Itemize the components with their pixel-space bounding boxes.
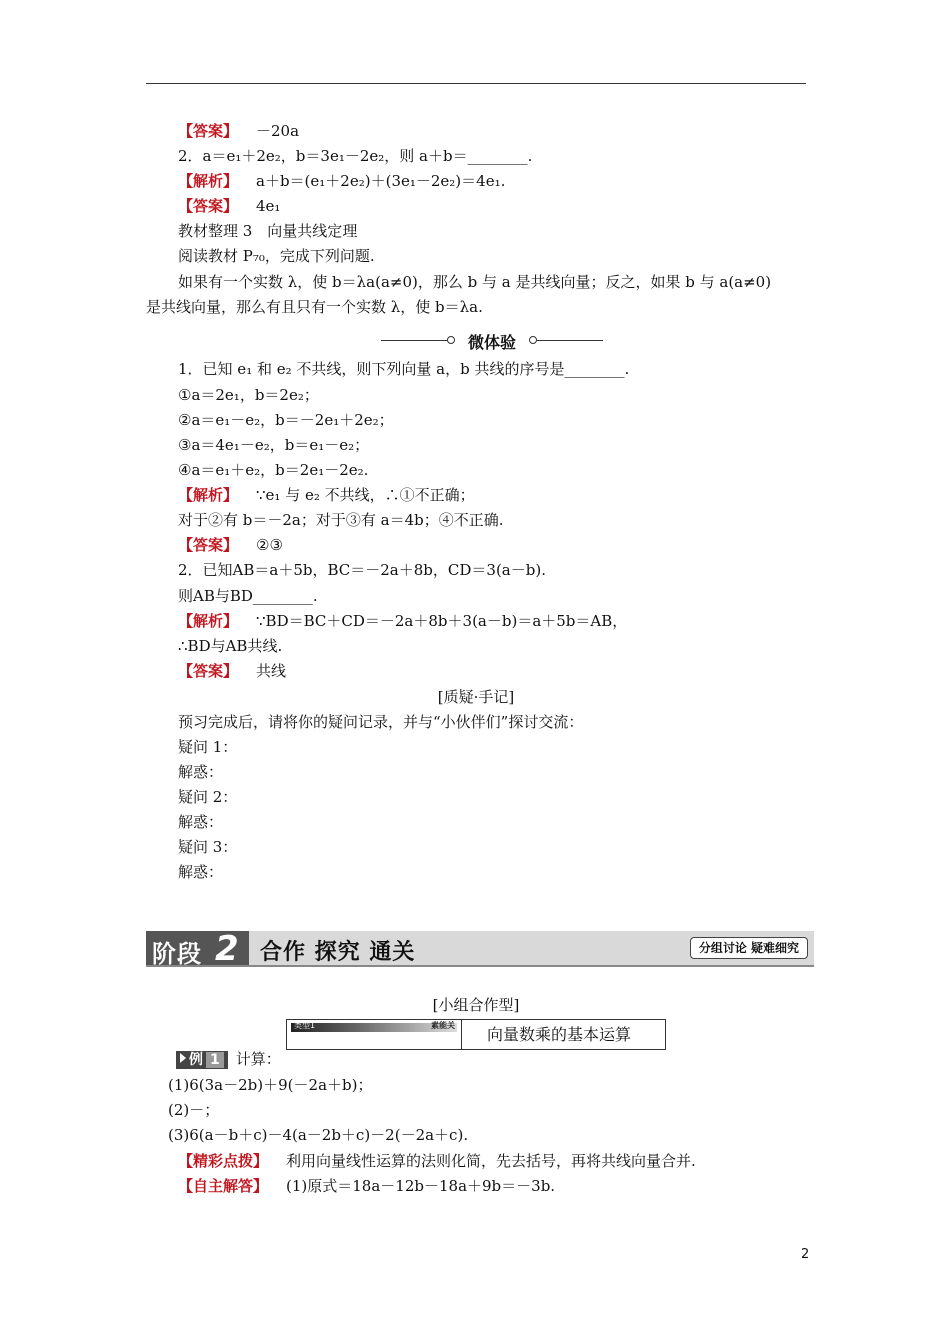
theorem-line: 是共线向量，那么有且只有一个实数 λ，使 b＝λa.	[146, 298, 483, 316]
notes-line: 疑问 3：	[178, 838, 238, 856]
example-tag: 例 1	[176, 1051, 228, 1069]
option-line: ①a＝2e₁，b＝2e₂；	[178, 386, 319, 404]
divider-dot-icon	[529, 336, 537, 344]
analysis-line: 【解析】 ∵e₁ 与 e₂ 不共线，∴①不正确；	[178, 486, 475, 504]
answer-line: 【答案】 4e₁	[178, 197, 281, 215]
example-line: (3)6(a－b＋c)－4(a－2b＋c)－2(－2a＋c).	[168, 1126, 469, 1144]
example-line: (1)6(3a－2b)＋9(－2a＋b)；	[168, 1076, 373, 1094]
hint-line: 【精彩点拨】 利用向量线性运算的法则化简，先去括号，再将共线向量合并.	[178, 1152, 696, 1170]
analysis-line: 【解析】 ∵BD＝BC＋CD＝－2a＋8b＋3(a－b)＝a＋5b＝AB，	[178, 612, 628, 630]
notes-line: 解惑：	[178, 763, 224, 781]
notes-line: 解惑：	[178, 863, 224, 881]
stage-badge: 分组讨论 疑难细究	[690, 937, 808, 959]
stage-title: 合作 探究 通关	[260, 940, 416, 965]
type-title: 向量数乘的基本运算	[487, 1025, 632, 1044]
section-title: 微体验	[467, 333, 516, 352]
text-line: 阅读教材 P₇₀，完成下列问题.	[178, 247, 375, 265]
text-line: ∴BD与AB共线.	[178, 637, 283, 655]
answer-line: 【答案】 ②③	[178, 536, 283, 554]
text-line: 则AB与BD________.	[178, 587, 318, 605]
option-line: ②a＝e₁－e₂，b＝－2e₁＋2e₂；	[178, 411, 394, 429]
type-label-strip: 类型1 素能关	[291, 1023, 457, 1032]
type-box	[286, 1019, 666, 1050]
analysis-line: 【解析】 a＋b＝(e₁＋2e₂)＋(3e₁－2e₂)＝4e₁.	[178, 172, 506, 190]
group-heading: [小组合作型]	[432, 996, 520, 1014]
page-number: 2	[801, 1247, 810, 1262]
section-divider	[381, 332, 603, 350]
answer-line: 【答案】 共线	[178, 662, 287, 680]
notes-line: 解惑：	[178, 813, 224, 831]
answer-line: 【答案】 －20a	[178, 122, 300, 140]
notes-heading: [质疑·手记]	[437, 688, 515, 706]
stage-number: 2	[215, 929, 239, 969]
notes-line: 预习完成后，请将你的疑问记录，并与“小伙伴们”探讨交流：	[178, 713, 584, 731]
header-rule	[146, 83, 806, 84]
section-heading: 教材整理 3 向量共线定理	[178, 222, 358, 240]
solution-line: 【自主解答】 (1)原式＝18a－12b－18a＋9b＝－3b.	[178, 1177, 556, 1195]
option-line: ④a＝e₁＋e₂，b＝2e₁－2e₂.	[178, 461, 369, 479]
triangle-arrow-icon	[180, 1053, 186, 1063]
question-line: 2．a＝e₁＋2e₂，b＝3e₁－2e₂，则 a＋b＝________.	[178, 147, 533, 165]
theorem-line: 如果有一个实数 λ，使 b＝λa(a≠0)，那么 b 与 a 是共线向量；反之，如果 b 与 a(a≠0)	[178, 273, 772, 291]
question-line: 2．已知AB＝a＋5b，BC＝－2a＋8b，CD＝3(a－b).	[178, 561, 546, 579]
stage-prefix: 阶段 2	[146, 931, 249, 965]
stage-banner	[146, 931, 814, 967]
example-line: (2)－；	[168, 1101, 220, 1119]
notes-line: 疑问 1：	[178, 738, 238, 756]
divider-dot-icon	[447, 336, 455, 344]
option-line: ③a＝4e₁－e₂，b＝e₁－e₂；	[178, 436, 370, 454]
example-header: 例 1 计算：	[176, 1048, 281, 1070]
notes-line: 疑问 2：	[178, 788, 238, 806]
text-line: 对于②有 b＝－2a；对于③有 a＝4b；④不正确.	[178, 511, 504, 529]
question-line: 1．已知 e₁ 和 e₂ 不共线，则下列向量 a，b 共线的序号是________.	[178, 360, 630, 378]
